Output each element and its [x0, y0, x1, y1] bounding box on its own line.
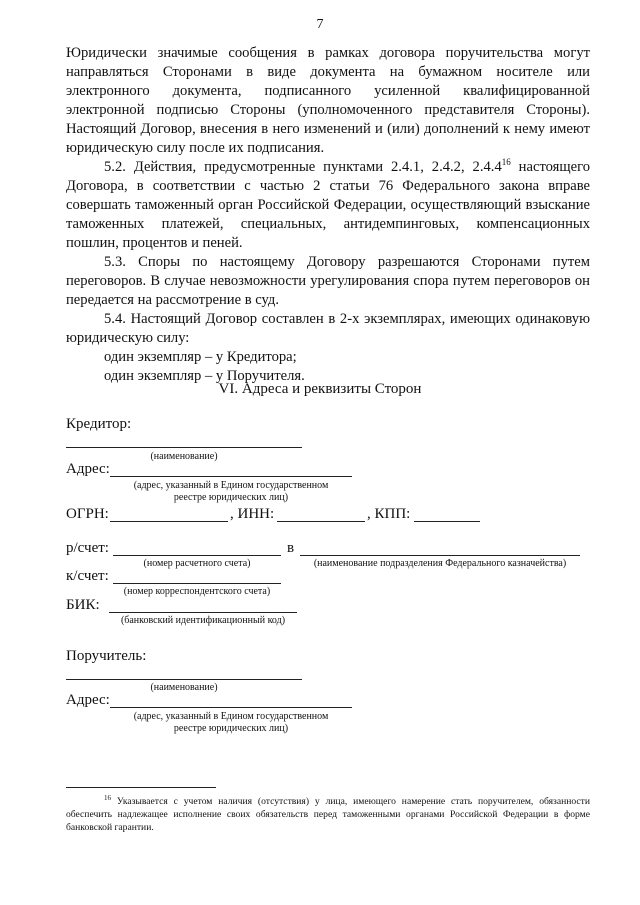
ogrn-label: ОГРН: — [66, 506, 109, 522]
guarantor-label: Поручитель: — [66, 648, 147, 664]
guarantor-name-caption: (наименование) — [150, 682, 218, 693]
bik-caption: (банковский идентификационный код) — [120, 615, 286, 626]
section-title: VI. Адреса и реквизиты Сторон — [218, 381, 422, 397]
copy-creditor: один экземпляр – у Кредитора; — [104, 349, 297, 365]
inn-field[interactable] — [277, 521, 365, 522]
corr-account-label: к/счет: — [66, 568, 109, 584]
bik-label: БИК: — [66, 597, 100, 613]
kpp-field[interactable] — [414, 521, 480, 522]
paragraph-5-2-start: 5.2. Действия, предусмотренные пунктами 2.4.1, 2.4.2, 2.4.4 — [104, 159, 502, 175]
paragraph-5-3: 5.3. Споры по настоящему Договору разрешаются Сторонами путем переговоров. В случае невозможности урегулирования спора путем переговоров он передается на рассмотрение в суд. — [66, 254, 590, 308]
guarantor-address-caption-2: реестре юридических лиц) — [173, 723, 289, 734]
paragraph-5-4: 5.4. Настоящий Договор составлен в 2-х экземплярах, имеющих одинаковую юридическую силу: — [66, 311, 590, 346]
footnote-ref: 16 — [501, 157, 511, 168]
contract-body — [66, 44, 590, 386]
creditor-label: Кредитор: — [66, 416, 132, 432]
paragraph-5-2 — [66, 158, 590, 253]
copy-guarantor: один экземпляр – у Поручителя. — [104, 368, 305, 384]
corr-account-caption: (номер корреспондентского счета) — [123, 586, 271, 597]
guarantor-address-field[interactable] — [110, 707, 352, 708]
creditor-address-caption-2: реестре юридических лиц) — [173, 492, 289, 503]
paragraph-5-2-rest: настоящего Договора, в соответствии с частью 2 статьи 76 Федерального закона вправе совершать таможенный орган Российской Федерации, осуществляющий взыскание таможенных платежей, специальных, антидемпинговых, компенсационных пошлин, процентов и пеней. — [66, 159, 590, 251]
creditor-address-label: Адрес: — [66, 461, 110, 477]
guarantor-address-label: Адрес: — [66, 692, 110, 708]
account-caption: (номер расчетного счета) — [143, 558, 251, 569]
treasury-field[interactable] — [300, 555, 580, 556]
kpp-label: , КПП: — [367, 506, 411, 522]
bik-field[interactable] — [109, 612, 297, 613]
treasury-caption: (наименование подразделения Федерального казначейства) — [313, 558, 567, 569]
corr-account-field[interactable] — [113, 583, 281, 584]
ogrn-field[interactable] — [110, 521, 228, 522]
creditor-address-field[interactable] — [110, 476, 352, 477]
footnote-text: Указывается с учетом наличия (отсутствия) у лица, имеющего намерение стать поручителем, обязанности обеспечить надлежащее исполнение своих обязательств перед таможенными органами Российской Федерации в форме банковской гарантии. — [66, 796, 590, 833]
footnote-number: 16 — [104, 793, 111, 802]
creditor-name-field[interactable] — [66, 447, 302, 448]
creditor-name-caption: (наименование) — [150, 451, 218, 462]
account-label: р/счет: — [66, 540, 109, 556]
guarantor-name-field[interactable] — [66, 679, 302, 680]
in-label: в — [287, 540, 295, 556]
page-number: 7 — [316, 17, 324, 32]
creditor-address-caption-1: (адрес, указанный в Едином государственном — [133, 480, 329, 491]
footnote — [66, 795, 590, 834]
inn-label: , ИНН: — [230, 506, 275, 522]
guarantor-address-caption-1: (адрес, указанный в Едином государственном — [133, 711, 329, 722]
footnote-separator — [66, 787, 216, 788]
account-field[interactable] — [113, 555, 281, 556]
paragraph-signed-messages: Юридически значимые сообщения в рамках договора поручительства могут направляться Сторонами в виде документа на бумажном носителе или электронного документа, подписанного усиленной квалифицированной электронной подписью Стороны (уполномоченного представителя Стороны). Настоящий Договор, внесения в него изменений и (или) дополнений к нему имеют юридическую силу после их подписания. — [66, 45, 590, 156]
